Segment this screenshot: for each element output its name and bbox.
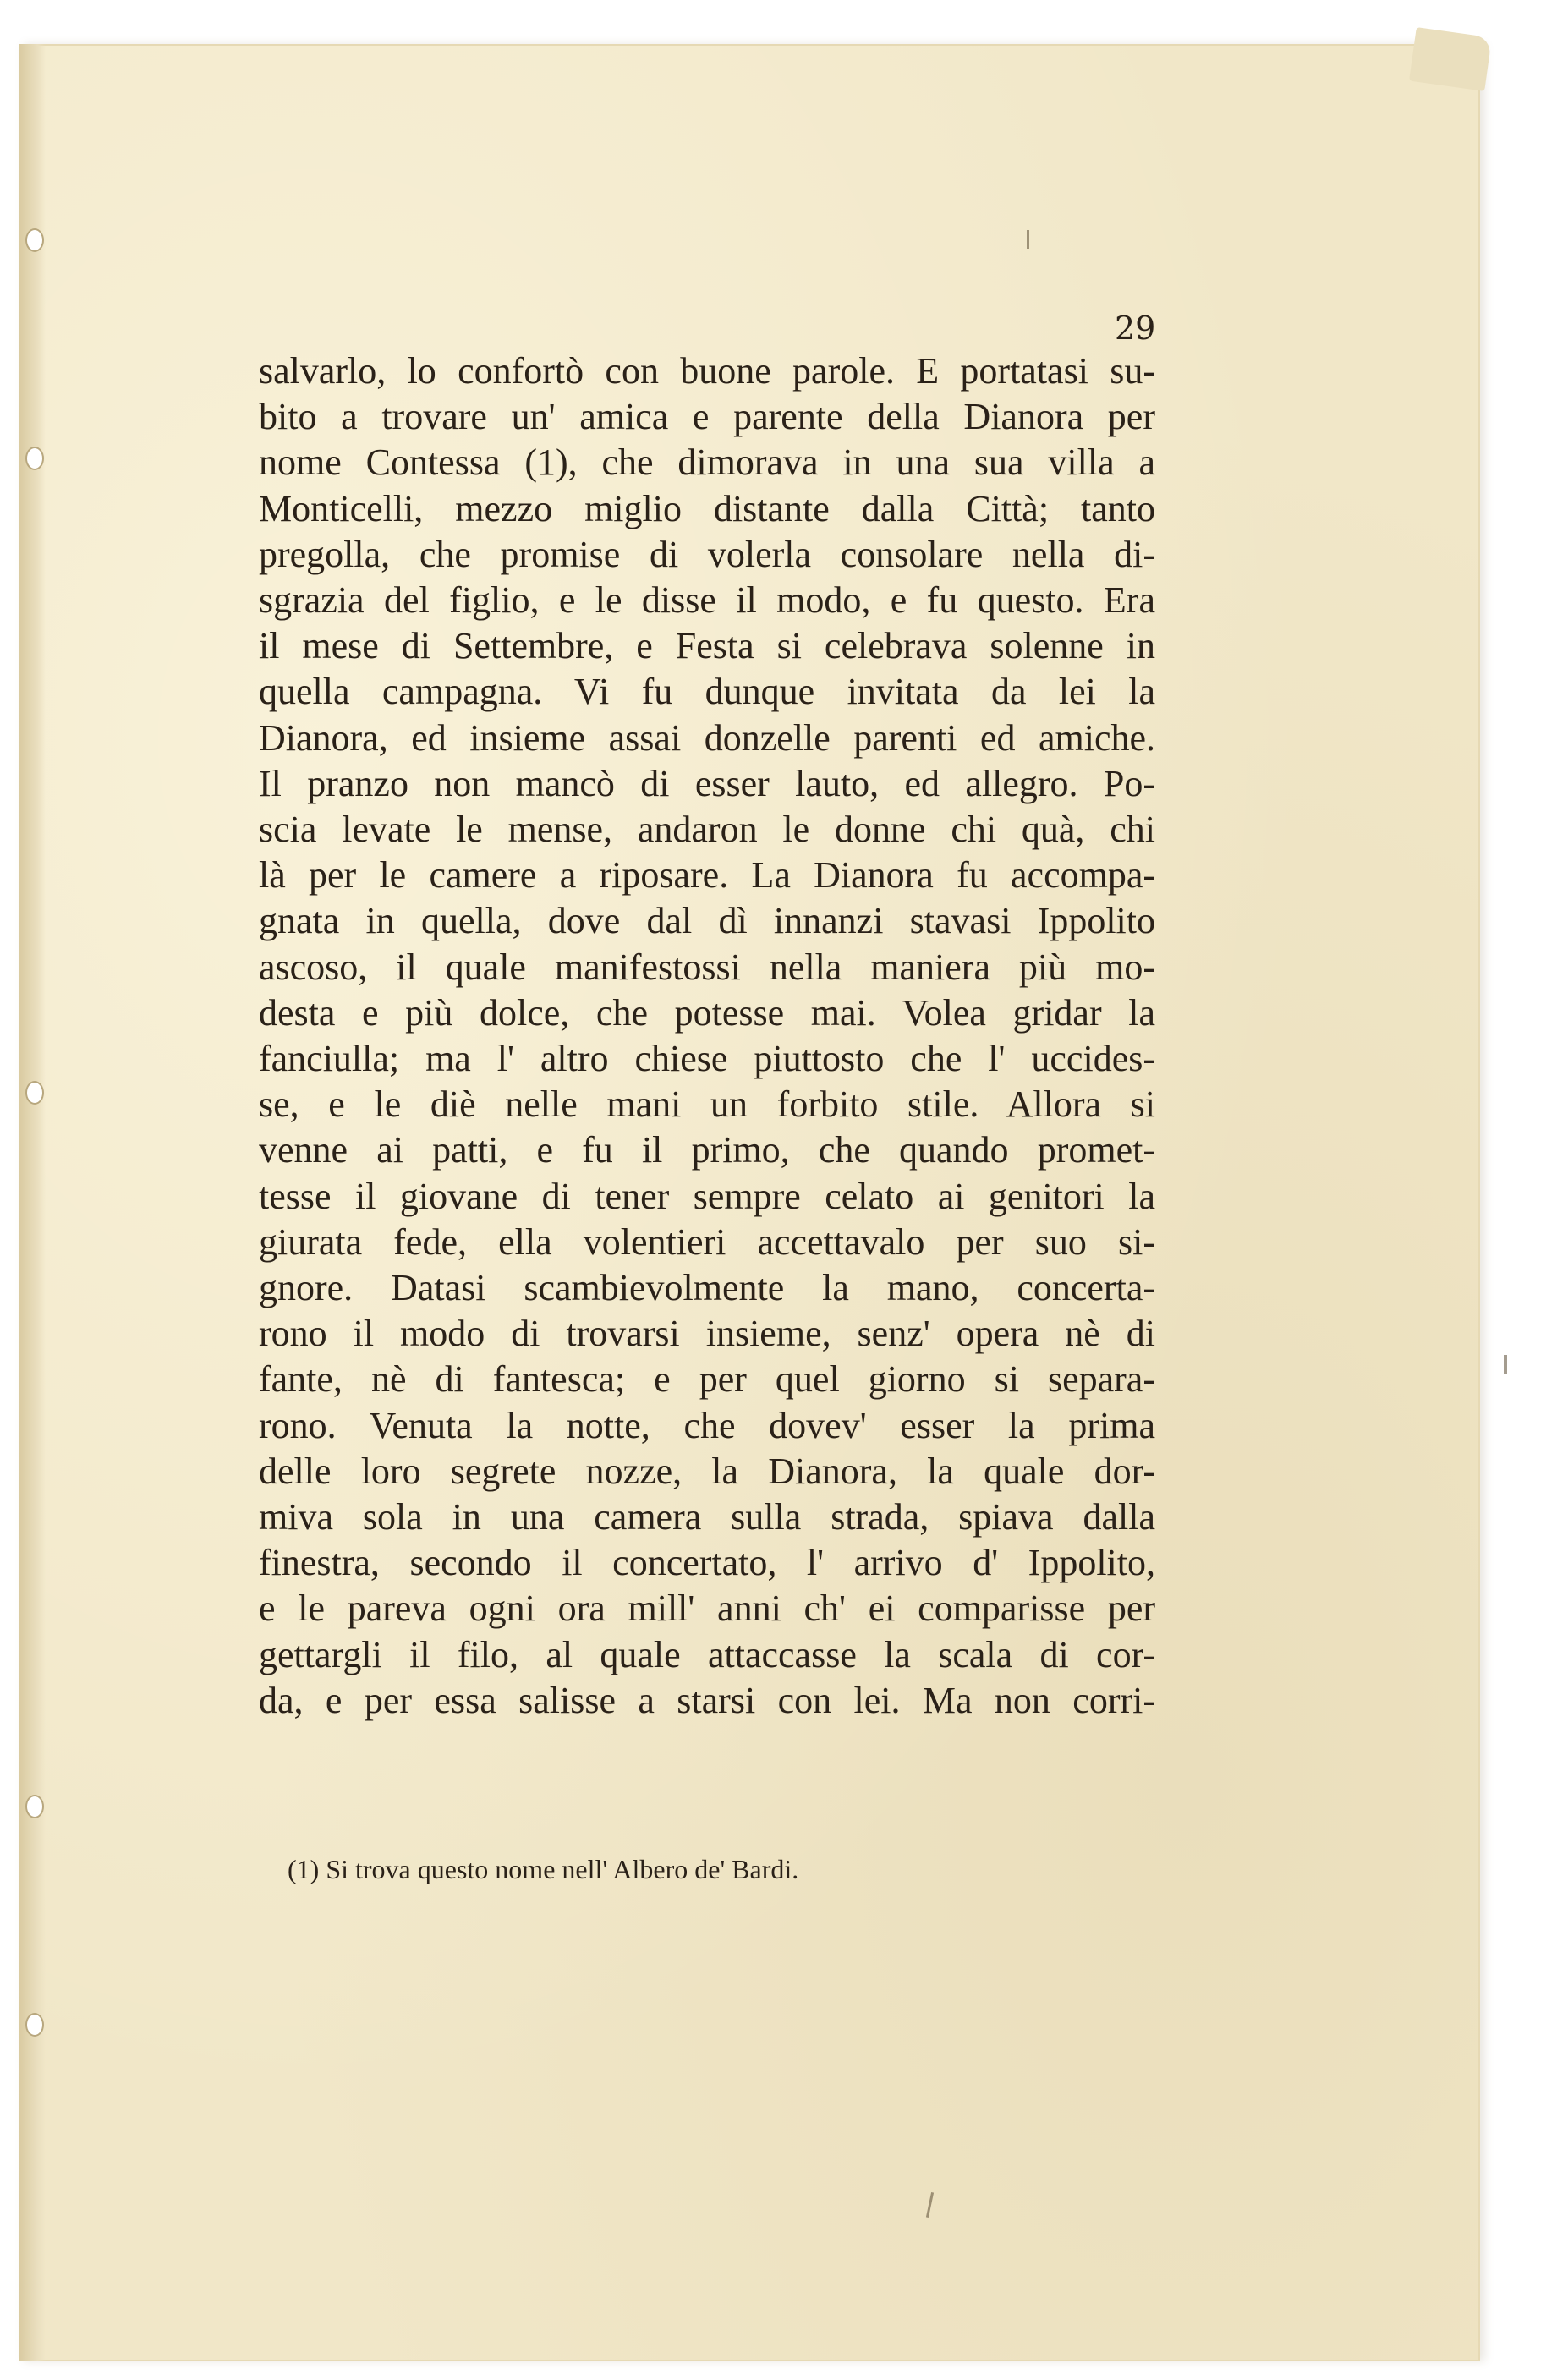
binding-edge <box>19 44 46 2361</box>
page-number: 29 <box>1115 310 1156 347</box>
text-line: quella campagna. Vi fu dunque invitata da lei la <box>259 671 1155 713</box>
stitch-hole <box>27 230 42 250</box>
text-line: bito a trovare un' amica e parente della Dianora per <box>259 396 1155 438</box>
text-line: pregolla, che promise di volerla consolare nella di- <box>259 533 1155 575</box>
text-line: ascoso, il quale manifestossi nella maniera più mo- <box>259 946 1155 988</box>
text-line: da, e per essa salisse a starsi con lei. Ma non corri- <box>259 1679 1155 1721</box>
text-line: gnore. Datasi scambievolmente la mano, concerta- <box>259 1267 1155 1309</box>
text-line: rono il modo di trovarsi insieme, senz' opera nè di <box>259 1313 1155 1355</box>
text-line: Dianora, ed insieme assai donzelle parenti ed amiche. <box>259 716 1155 759</box>
text-line: delle loro segrete nozze, la Dianora, la quale dor- <box>259 1450 1155 1492</box>
text-line: il mese di Settembre, e Festa si celebrava solenne in <box>259 625 1155 667</box>
text-line: nome Contessa (1), che dimorava in una sua villa a <box>259 441 1155 484</box>
stitch-hole <box>27 2015 42 2035</box>
text-line: tesse il giovane di tener sempre celato ai genitori la <box>259 1175 1155 1217</box>
text-line: là per le camere a riposare. La Dianora fu accompa- <box>259 854 1155 897</box>
text-line: gnata in quella, dove dal dì innanzi stavasi Ippolito <box>259 900 1155 942</box>
ink-speck <box>1027 230 1029 249</box>
text-line: gettargli il filo, al quale attaccasse la scala di cor- <box>259 1633 1155 1675</box>
text-line: e le pareva ogni ora mill' anni ch' ei comparisse per <box>259 1588 1155 1630</box>
text-line: fante, nè di fantesca; e per quel giorno si separa- <box>259 1358 1155 1401</box>
text-line: se, e le diè nelle mani un forbito stile. Allora si <box>259 1083 1155 1126</box>
text-line: fanciulla; ma l' altro chiese piuttosto che l' uccides- <box>259 1038 1155 1080</box>
footnote: (1) Si trova questo nome nell' Albero de' Bardi. <box>288 1854 799 1884</box>
text-line: salvarlo, lo confortò con buone parole. E portatasi su- <box>259 350 1155 392</box>
text-line: desta e più dolce, che potesse mai. Volea gridar la <box>259 991 1155 1034</box>
body-text <box>259 348 1155 1724</box>
text-line: miva sola in una camera sulla strada, spiava dalla <box>259 1496 1155 1538</box>
text-line: venne ai patti, e fu il primo, che quando promet- <box>259 1129 1155 1171</box>
text-line: finestra, secondo il concertato, l' arrivo d' Ippolito, <box>259 1542 1155 1584</box>
text-line: Monticelli, mezzo miglio distante dalla Città; tanto <box>259 487 1155 529</box>
stitch-hole <box>27 1083 42 1103</box>
text-line: rono. Venuta la notte, che dovev' esser la prima <box>259 1404 1155 1446</box>
text-line: sgrazia del figlio, e le disse il modo, e fu questo. Era <box>259 579 1155 622</box>
text-line: giurata fede, ella volentieri accettavalo per suo si- <box>259 1220 1155 1263</box>
stitch-hole <box>27 1796 42 1817</box>
stitch-hole <box>27 448 42 469</box>
text-line: scia levate le mense, andaron le donne chi quà, chi <box>259 809 1155 851</box>
text-line: Il pranzo non mancò di esser lauto, ed allegro. Po- <box>259 762 1155 804</box>
torn-page-corner <box>1409 27 1492 91</box>
ink-speck <box>1504 1355 1507 1374</box>
